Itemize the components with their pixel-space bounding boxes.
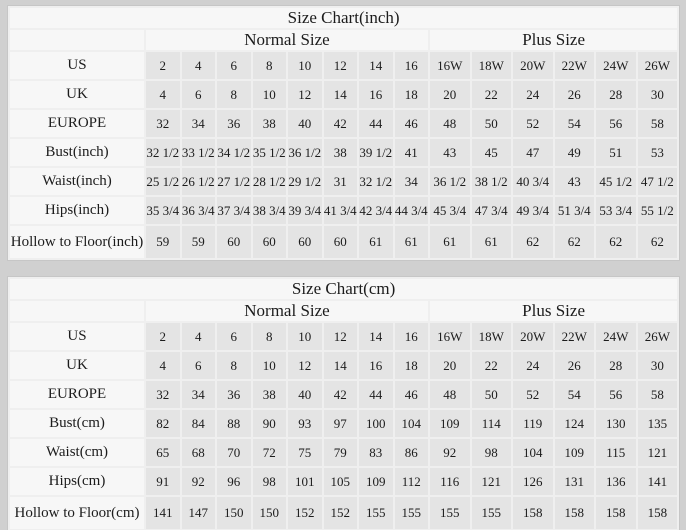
size-value-cell: 136 <box>596 468 636 495</box>
row-label-cell: US <box>10 52 144 79</box>
size-value-cell: 10 <box>253 81 287 108</box>
size-value-cell: 60 <box>217 226 251 258</box>
size-value-cell: 38 <box>324 139 358 166</box>
size-group-header: Normal Size <box>146 30 428 50</box>
size-value-cell: 50 <box>472 110 512 137</box>
size-value-cell: 12 <box>324 323 358 350</box>
size-value-cell: 36 <box>217 110 251 137</box>
size-value-cell: 32 <box>146 110 180 137</box>
size-value-cell: 14 <box>359 323 393 350</box>
chart-title-row <box>10 8 677 28</box>
size-value-cell: 26W <box>638 52 678 79</box>
size-value-cell: 130 <box>596 410 636 437</box>
size-value-cell: 20 <box>430 352 470 379</box>
size-value-cell: 20W <box>513 323 553 350</box>
size-value-cell: 8 <box>217 81 251 108</box>
label-column-spacer <box>10 301 144 321</box>
size-value-cell: 12 <box>288 81 322 108</box>
size-value-cell: 126 <box>513 468 553 495</box>
size-value-cell: 116 <box>430 468 470 495</box>
size-chart-cm-table <box>7 276 680 530</box>
size-value-cell: 26 1/2 <box>182 168 216 195</box>
size-value-cell: 54 <box>555 110 595 137</box>
size-value-cell: 109 <box>359 468 393 495</box>
size-value-cell: 56 <box>596 110 636 137</box>
size-value-cell: 96 <box>217 468 251 495</box>
size-value-cell: 60 <box>288 226 322 258</box>
size-value-cell: 97 <box>324 410 358 437</box>
size-value-cell: 18 <box>395 352 429 379</box>
size-value-cell: 44 <box>359 110 393 137</box>
size-value-cell: 22 <box>472 352 512 379</box>
table-row <box>10 381 677 408</box>
row-label-cell: Bust(cm) <box>10 410 144 437</box>
size-value-cell: 98 <box>472 439 512 466</box>
size-value-cell: 59 <box>182 226 216 258</box>
size-value-cell: 45 <box>472 139 512 166</box>
size-value-cell: 121 <box>472 468 512 495</box>
size-value-cell: 32 1/2 <box>359 168 393 195</box>
size-value-cell: 36 1/2 <box>288 139 322 166</box>
size-value-cell: 61 <box>472 226 512 258</box>
size-value-cell: 155 <box>359 497 393 529</box>
size-value-cell: 47 3/4 <box>472 197 512 224</box>
size-value-cell: 59 <box>146 226 180 258</box>
size-value-cell: 36 <box>217 381 251 408</box>
size-value-cell: 60 <box>324 226 358 258</box>
size-value-cell: 10 <box>288 52 322 79</box>
table-row <box>10 439 677 466</box>
size-value-cell: 48 <box>430 110 470 137</box>
table-row <box>10 197 677 224</box>
size-value-cell: 14 <box>324 352 358 379</box>
size-value-cell: 158 <box>596 497 636 529</box>
size-value-cell: 16 <box>395 52 429 79</box>
size-value-cell: 28 1/2 <box>253 168 287 195</box>
size-value-cell: 22 <box>472 81 512 108</box>
size-value-cell: 36 3/4 <box>182 197 216 224</box>
size-value-cell: 115 <box>596 439 636 466</box>
size-value-cell: 30 <box>638 81 678 108</box>
size-value-cell: 147 <box>182 497 216 529</box>
size-value-cell: 4 <box>146 352 180 379</box>
size-value-cell: 8 <box>253 323 287 350</box>
size-value-cell: 62 <box>638 226 678 258</box>
row-label-cell: Waist(cm) <box>10 439 144 466</box>
table-row <box>10 352 677 379</box>
table-row <box>10 226 677 258</box>
size-value-cell: 42 <box>324 381 358 408</box>
size-value-cell: 35 3/4 <box>146 197 180 224</box>
size-value-cell: 33 1/2 <box>182 139 216 166</box>
size-value-cell: 16W <box>430 52 470 79</box>
size-value-cell: 98 <box>253 468 287 495</box>
size-value-cell: 141 <box>638 468 678 495</box>
size-value-cell: 22W <box>555 52 595 79</box>
size-value-cell: 38 3/4 <box>253 197 287 224</box>
size-chart-inch-table <box>7 5 680 261</box>
size-value-cell: 50 <box>472 381 512 408</box>
row-label-cell: US <box>10 323 144 350</box>
size-value-cell: 52 <box>513 110 553 137</box>
size-value-cell: 46 <box>395 110 429 137</box>
row-label-cell: Bust(inch) <box>10 139 144 166</box>
size-value-cell: 155 <box>395 497 429 529</box>
size-value-cell: 22W <box>555 323 595 350</box>
size-value-cell: 72 <box>253 439 287 466</box>
size-value-cell: 40 <box>288 381 322 408</box>
row-label-cell: UK <box>10 352 144 379</box>
size-value-cell: 88 <box>217 410 251 437</box>
size-value-cell: 18W <box>472 52 512 79</box>
size-value-cell: 43 <box>555 168 595 195</box>
size-value-cell: 4 <box>182 52 216 79</box>
size-value-cell: 58 <box>638 110 678 137</box>
size-value-cell: 10 <box>288 323 322 350</box>
size-value-cell: 38 1/2 <box>472 168 512 195</box>
size-value-cell: 42 <box>324 110 358 137</box>
row-label-cell: Hips(cm) <box>10 468 144 495</box>
size-value-cell: 24W <box>596 323 636 350</box>
size-group-header: Plus Size <box>430 301 677 321</box>
size-value-cell: 40 3/4 <box>513 168 553 195</box>
size-value-cell: 58 <box>638 381 678 408</box>
size-value-cell: 150 <box>217 497 251 529</box>
row-label-cell: UK <box>10 81 144 108</box>
size-value-cell: 60 <box>253 226 287 258</box>
table-row <box>10 81 677 108</box>
size-value-cell: 38 <box>253 110 287 137</box>
size-value-cell: 90 <box>253 410 287 437</box>
size-value-cell: 61 <box>430 226 470 258</box>
size-value-cell: 65 <box>146 439 180 466</box>
size-value-cell: 32 <box>146 381 180 408</box>
size-value-cell: 104 <box>395 410 429 437</box>
size-value-cell: 55 1/2 <box>638 197 678 224</box>
size-value-cell: 104 <box>513 439 553 466</box>
size-value-cell: 10 <box>253 352 287 379</box>
size-value-cell: 114 <box>472 410 512 437</box>
size-value-cell: 68 <box>182 439 216 466</box>
size-value-cell: 14 <box>324 81 358 108</box>
size-value-cell: 26 <box>555 352 595 379</box>
size-group-row <box>10 301 677 321</box>
size-value-cell: 48 <box>430 381 470 408</box>
table-row <box>10 168 677 195</box>
size-value-cell: 28 <box>596 81 636 108</box>
row-label-cell: Waist(inch) <box>10 168 144 195</box>
size-value-cell: 109 <box>555 439 595 466</box>
size-value-cell: 121 <box>638 439 678 466</box>
size-value-cell: 53 <box>638 139 678 166</box>
size-value-cell: 75 <box>288 439 322 466</box>
size-value-cell: 42 3/4 <box>359 197 393 224</box>
size-value-cell: 47 1/2 <box>638 168 678 195</box>
size-value-cell: 31 <box>324 168 358 195</box>
row-label-cell: Hips(inch) <box>10 197 144 224</box>
size-value-cell: 79 <box>324 439 358 466</box>
size-value-cell: 41 <box>395 139 429 166</box>
size-value-cell: 24W <box>596 52 636 79</box>
size-value-cell: 155 <box>430 497 470 529</box>
size-value-cell: 12 <box>288 352 322 379</box>
size-value-cell: 51 <box>596 139 636 166</box>
size-value-cell: 16 <box>359 81 393 108</box>
size-value-cell: 124 <box>555 410 595 437</box>
size-value-cell: 135 <box>638 410 678 437</box>
table-row <box>10 410 677 437</box>
size-value-cell: 29 1/2 <box>288 168 322 195</box>
size-value-cell: 25 1/2 <box>146 168 180 195</box>
table-row <box>10 110 677 137</box>
size-value-cell: 26 <box>555 81 595 108</box>
size-value-cell: 70 <box>217 439 251 466</box>
size-value-cell: 16 <box>359 352 393 379</box>
size-value-cell: 6 <box>182 81 216 108</box>
size-value-cell: 82 <box>146 410 180 437</box>
chart-title-row <box>10 279 677 299</box>
size-value-cell: 52 <box>513 381 553 408</box>
size-value-cell: 14 <box>359 52 393 79</box>
size-value-cell: 56 <box>596 381 636 408</box>
size-value-cell: 131 <box>555 468 595 495</box>
size-value-cell: 93 <box>288 410 322 437</box>
size-value-cell: 47 <box>513 139 553 166</box>
size-value-cell: 54 <box>555 381 595 408</box>
size-value-cell: 41 3/4 <box>324 197 358 224</box>
size-value-cell: 8 <box>253 52 287 79</box>
size-value-cell: 62 <box>555 226 595 258</box>
size-value-cell: 28 <box>596 352 636 379</box>
size-value-cell: 18W <box>472 323 512 350</box>
size-value-cell: 84 <box>182 410 216 437</box>
size-value-cell: 27 1/2 <box>217 168 251 195</box>
size-value-cell: 8 <box>217 352 251 379</box>
size-value-cell: 46 <box>395 381 429 408</box>
size-value-cell: 6 <box>217 323 251 350</box>
size-value-cell: 6 <box>217 52 251 79</box>
size-group-header: Normal Size <box>146 301 428 321</box>
size-value-cell: 39 3/4 <box>288 197 322 224</box>
size-value-cell: 24 <box>513 81 553 108</box>
row-label-cell: Hollow to Floor(cm) <box>10 497 144 529</box>
size-value-cell: 112 <box>395 468 429 495</box>
size-value-cell: 92 <box>430 439 470 466</box>
table-row <box>10 468 677 495</box>
size-value-cell: 45 3/4 <box>430 197 470 224</box>
size-value-cell: 61 <box>359 226 393 258</box>
size-value-cell: 43 <box>430 139 470 166</box>
size-value-cell: 158 <box>513 497 553 529</box>
size-value-cell: 32 1/2 <box>146 139 180 166</box>
size-value-cell: 44 3/4 <box>395 197 429 224</box>
size-value-cell: 51 3/4 <box>555 197 595 224</box>
size-value-cell: 2 <box>146 52 180 79</box>
size-value-cell: 35 1/2 <box>253 139 287 166</box>
size-value-cell: 105 <box>324 468 358 495</box>
size-value-cell: 141 <box>146 497 180 529</box>
size-group-row <box>10 30 677 50</box>
size-value-cell: 37 3/4 <box>217 197 251 224</box>
size-value-cell: 26W <box>638 323 678 350</box>
size-value-cell: 34 1/2 <box>217 139 251 166</box>
size-value-cell: 109 <box>430 410 470 437</box>
size-value-cell: 34 <box>182 110 216 137</box>
size-value-cell: 100 <box>359 410 393 437</box>
size-value-cell: 45 1/2 <box>596 168 636 195</box>
size-value-cell: 152 <box>324 497 358 529</box>
row-label-cell: EUROPE <box>10 110 144 137</box>
size-value-cell: 49 3/4 <box>513 197 553 224</box>
size-value-cell: 16W <box>430 323 470 350</box>
size-value-cell: 62 <box>513 226 553 258</box>
size-value-cell: 24 <box>513 352 553 379</box>
size-value-cell: 2 <box>146 323 180 350</box>
size-value-cell: 152 <box>288 497 322 529</box>
size-value-cell: 150 <box>253 497 287 529</box>
chart-title: Size Chart(inch) <box>10 8 677 28</box>
size-value-cell: 30 <box>638 352 678 379</box>
size-value-cell: 61 <box>395 226 429 258</box>
table-row <box>10 52 677 79</box>
table-row <box>10 323 677 350</box>
size-value-cell: 53 3/4 <box>596 197 636 224</box>
size-group-header: Plus Size <box>430 30 677 50</box>
row-label-cell: EUROPE <box>10 381 144 408</box>
size-value-cell: 18 <box>395 81 429 108</box>
chart-title: Size Chart(cm) <box>10 279 677 299</box>
size-value-cell: 101 <box>288 468 322 495</box>
size-value-cell: 39 1/2 <box>359 139 393 166</box>
size-value-cell: 49 <box>555 139 595 166</box>
size-value-cell: 4 <box>182 323 216 350</box>
size-value-cell: 62 <box>596 226 636 258</box>
size-value-cell: 92 <box>182 468 216 495</box>
table-row <box>10 497 677 529</box>
size-value-cell: 20W <box>513 52 553 79</box>
size-value-cell: 12 <box>324 52 358 79</box>
size-value-cell: 158 <box>638 497 678 529</box>
label-column-spacer <box>10 30 144 50</box>
size-value-cell: 155 <box>472 497 512 529</box>
row-label-cell: Hollow to Floor(inch) <box>10 226 144 258</box>
size-value-cell: 83 <box>359 439 393 466</box>
table-row <box>10 139 677 166</box>
size-value-cell: 158 <box>555 497 595 529</box>
size-value-cell: 44 <box>359 381 393 408</box>
size-value-cell: 91 <box>146 468 180 495</box>
size-value-cell: 119 <box>513 410 553 437</box>
size-value-cell: 40 <box>288 110 322 137</box>
size-value-cell: 6 <box>182 352 216 379</box>
size-value-cell: 16 <box>395 323 429 350</box>
size-value-cell: 36 1/2 <box>430 168 470 195</box>
size-value-cell: 34 <box>182 381 216 408</box>
size-value-cell: 38 <box>253 381 287 408</box>
size-value-cell: 4 <box>146 81 180 108</box>
size-value-cell: 86 <box>395 439 429 466</box>
size-value-cell: 20 <box>430 81 470 108</box>
size-value-cell: 34 <box>395 168 429 195</box>
